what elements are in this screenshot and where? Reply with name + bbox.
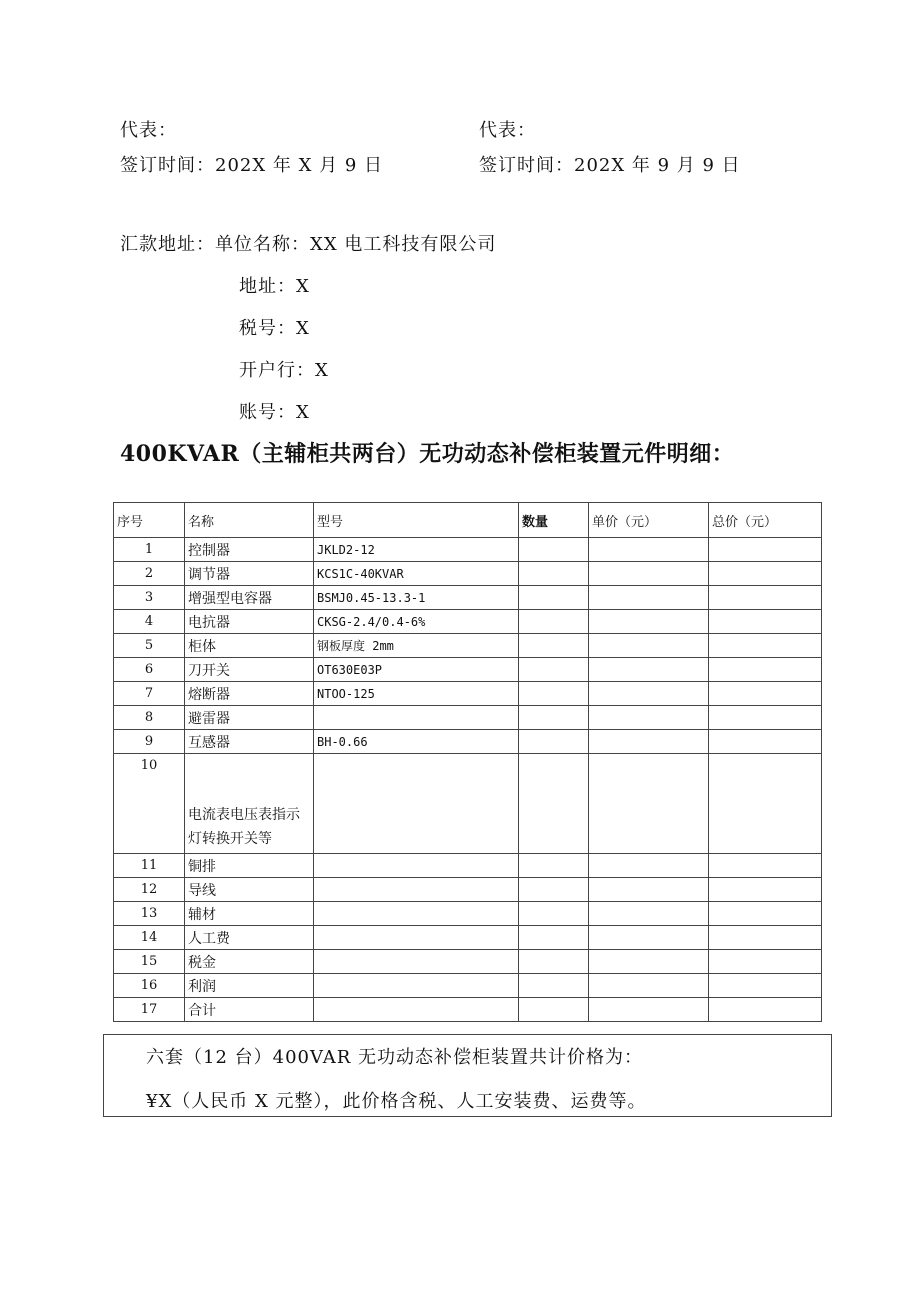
quantity — [519, 658, 589, 682]
component-model — [314, 854, 519, 878]
unit-price — [589, 706, 709, 730]
total-price — [709, 682, 822, 706]
component-name: 增强型电容器 — [185, 586, 314, 610]
quantity — [519, 926, 589, 950]
row-number: 4 — [114, 610, 185, 634]
component-name: 调节器 — [185, 562, 314, 586]
row-number: 8 — [114, 706, 185, 730]
table-row — [114, 610, 822, 634]
remittance-tax-number: 税号：X — [239, 318, 310, 339]
table-row — [114, 998, 822, 1022]
remittance-account: 账号：X — [239, 402, 310, 423]
total-price — [709, 854, 822, 878]
component-model: NTOO-125 — [314, 682, 519, 706]
total-price — [709, 706, 822, 730]
table-row — [114, 682, 822, 706]
table-row — [114, 754, 822, 854]
right-representative-label: 代表： — [479, 120, 536, 141]
unit-price — [589, 658, 709, 682]
component-model — [314, 706, 519, 730]
header-cell: 序号 — [114, 503, 185, 538]
row-number: 5 — [114, 634, 185, 658]
row-number: 13 — [114, 902, 185, 926]
row-number: 12 — [114, 878, 185, 902]
component-model: CKSG-2.4/0.4-6% — [314, 610, 519, 634]
component-name: 电流表电压表指示灯转换开关等 — [185, 754, 314, 854]
quantity — [519, 562, 589, 586]
table-row — [114, 538, 822, 562]
table-row — [114, 950, 822, 974]
component-model: JKLD2-12 — [314, 538, 519, 562]
table-title: 400KVAR（主辅柜共两台）无功动态补偿柜装置元件明细： — [120, 441, 735, 467]
row-number: 11 — [114, 854, 185, 878]
total-price — [709, 950, 822, 974]
summary-price-line: ¥X（人民币 X 元整），此价格含税、人工安装费、运费等。 — [146, 1091, 647, 1112]
component-model — [314, 950, 519, 974]
unit-price — [589, 902, 709, 926]
total-price — [709, 926, 822, 950]
total-price — [709, 730, 822, 754]
component-name: 柜体 — [185, 634, 314, 658]
remittance-bank: 开户行：X — [239, 360, 329, 381]
unit-price — [589, 974, 709, 998]
quantity — [519, 854, 589, 878]
component-name: 合计 — [185, 998, 314, 1022]
component-name: 税金 — [185, 950, 314, 974]
unit-price — [589, 634, 709, 658]
total-price — [709, 634, 822, 658]
quantity — [519, 730, 589, 754]
component-name: 电抗器 — [185, 610, 314, 634]
summary-total-line: 六套（12 台）400VAR 无功动态补偿柜装置共计价格为： — [146, 1047, 644, 1068]
component-model — [314, 998, 519, 1022]
header-cell: 数量 — [519, 503, 589, 538]
table-row — [114, 634, 822, 658]
row-number: 14 — [114, 926, 185, 950]
total-price — [709, 974, 822, 998]
component-name: 导线 — [185, 878, 314, 902]
total-price — [709, 538, 822, 562]
remittance-address: 地址：X — [239, 276, 310, 297]
table-row — [114, 730, 822, 754]
row-number: 6 — [114, 658, 185, 682]
component-name: 互感器 — [185, 730, 314, 754]
quantity — [519, 878, 589, 902]
component-name: 熔断器 — [185, 682, 314, 706]
component-name: 辅材 — [185, 902, 314, 926]
row-number: 9 — [114, 730, 185, 754]
table-row — [114, 974, 822, 998]
unit-price — [589, 730, 709, 754]
total-price — [709, 562, 822, 586]
header-cell: 名称 — [185, 503, 314, 538]
table-row — [114, 902, 822, 926]
quantity — [519, 538, 589, 562]
component-model: KCS1C-40KVAR — [314, 562, 519, 586]
table-row — [114, 706, 822, 730]
quantity — [519, 902, 589, 926]
quantity — [519, 998, 589, 1022]
unit-price — [589, 682, 709, 706]
component-model — [314, 902, 519, 926]
table-header-row — [114, 503, 822, 538]
component-model: BSMJ0.45-13.3-1 — [314, 586, 519, 610]
table-row — [114, 562, 822, 586]
quantity — [519, 682, 589, 706]
quantity — [519, 586, 589, 610]
total-price — [709, 610, 822, 634]
quantity — [519, 950, 589, 974]
quantity — [519, 974, 589, 998]
component-name: 利润 — [185, 974, 314, 998]
component-name: 刀开关 — [185, 658, 314, 682]
row-number: 15 — [114, 950, 185, 974]
unit-price — [589, 878, 709, 902]
row-number: 16 — [114, 974, 185, 998]
unit-price — [589, 538, 709, 562]
total-price — [709, 586, 822, 610]
components-table — [113, 502, 822, 1022]
row-number: 17 — [114, 998, 185, 1022]
total-price — [709, 754, 822, 854]
component-model — [314, 754, 519, 854]
row-number: 10 — [114, 754, 185, 854]
quantity — [519, 754, 589, 854]
left-sign-date: 签订时间：202X 年 X 月 9 日 — [120, 155, 384, 176]
right-sign-date: 签订时间：202X 年 9 月 9 日 — [479, 155, 741, 176]
component-name: 控制器 — [185, 538, 314, 562]
table-row — [114, 586, 822, 610]
unit-price — [589, 854, 709, 878]
unit-price — [589, 926, 709, 950]
unit-price — [589, 586, 709, 610]
left-representative-label: 代表： — [120, 120, 177, 141]
total-price — [709, 658, 822, 682]
row-number: 2 — [114, 562, 185, 586]
header-cell: 总价（元） — [709, 503, 822, 538]
quantity — [519, 634, 589, 658]
component-model: 钢板厚度 2mm — [314, 634, 519, 658]
component-name: 避雷器 — [185, 706, 314, 730]
remittance-company: 汇款地址：单位名称：XX 电工科技有限公司 — [120, 234, 497, 255]
quantity — [519, 706, 589, 730]
header-cell: 单价（元） — [589, 503, 709, 538]
component-model: OT630E03P — [314, 658, 519, 682]
table-row — [114, 878, 822, 902]
component-model: BH-0.66 — [314, 730, 519, 754]
table-row — [114, 854, 822, 878]
total-price — [709, 998, 822, 1022]
quantity — [519, 610, 589, 634]
unit-price — [589, 562, 709, 586]
row-number: 7 — [114, 682, 185, 706]
unit-price — [589, 950, 709, 974]
table-body — [114, 538, 822, 1022]
total-price — [709, 878, 822, 902]
unit-price — [589, 610, 709, 634]
table-row — [114, 658, 822, 682]
total-price — [709, 902, 822, 926]
component-model — [314, 974, 519, 998]
row-number: 1 — [114, 538, 185, 562]
header-cell: 型号 — [314, 503, 519, 538]
unit-price — [589, 998, 709, 1022]
component-model — [314, 926, 519, 950]
component-name: 人工费 — [185, 926, 314, 950]
component-name: 铜排 — [185, 854, 314, 878]
price-summary-box — [103, 1034, 832, 1117]
unit-price — [589, 754, 709, 854]
component-model — [314, 878, 519, 902]
table-row — [114, 926, 822, 950]
row-number: 3 — [114, 586, 185, 610]
